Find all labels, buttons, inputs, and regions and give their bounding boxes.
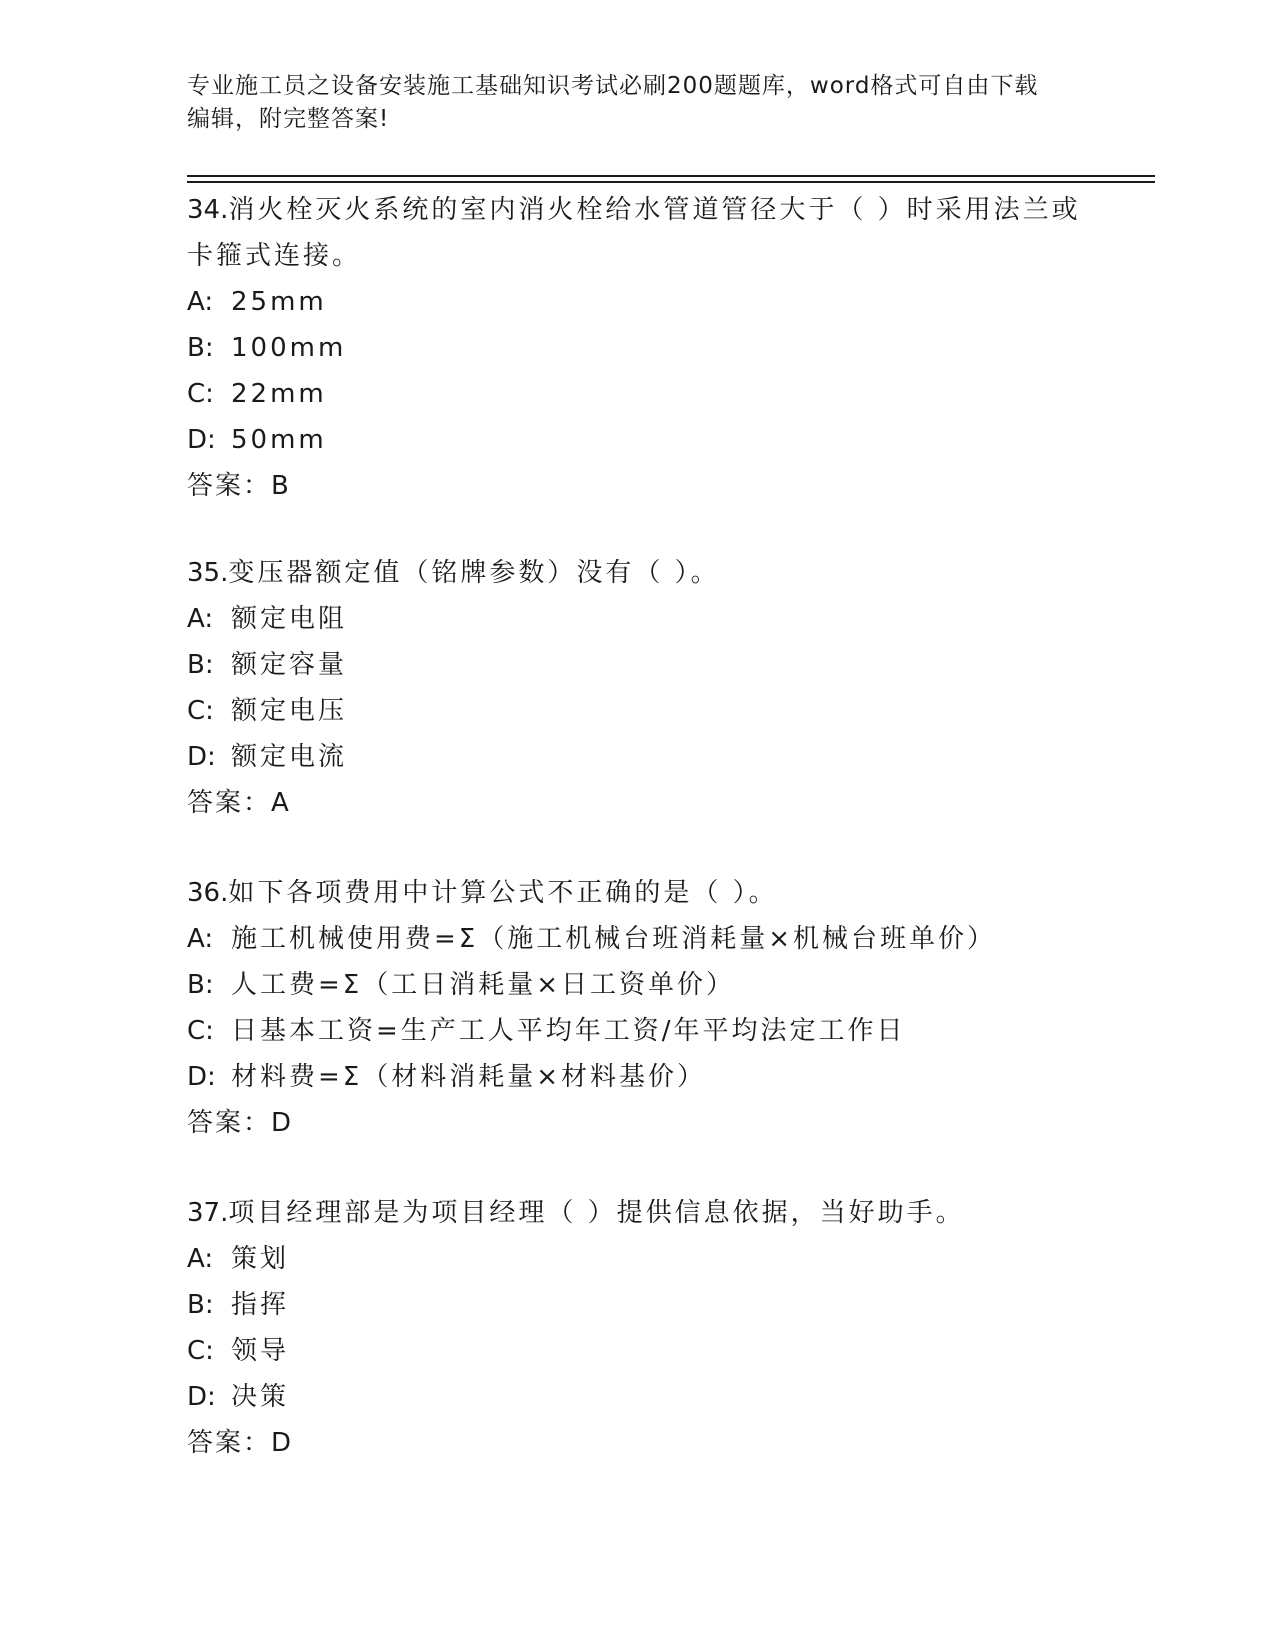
header-divider-top	[187, 175, 1155, 177]
option-b	[187, 962, 1087, 1008]
header-line-2: 编辑，附完整答案!	[187, 106, 390, 132]
option-text: 额定容量	[231, 650, 348, 680]
option-key: A:	[187, 924, 214, 954]
option-b	[187, 1282, 1087, 1328]
option-key: D:	[187, 1382, 216, 1412]
question-text: 变压器额定值（铭牌参数）没有（ ）。	[228, 558, 720, 588]
question-stem	[187, 550, 1087, 596]
option-a	[187, 596, 1087, 642]
option-key: B:	[187, 333, 214, 363]
option-key: B:	[187, 970, 214, 1000]
option-text: 材料费=Σ（材料消耗量×材料基价）	[231, 1062, 706, 1092]
option-d	[187, 1054, 1087, 1100]
option-c	[187, 371, 1087, 417]
option-text: 指挥	[231, 1290, 290, 1320]
option-c	[187, 688, 1087, 734]
option-text: 50mm	[231, 425, 327, 455]
answer-line: 答案：D	[187, 1428, 294, 1458]
option-text: 人工费=Σ（工日消耗量×日工资单价）	[231, 970, 735, 1000]
question-number: 36.	[187, 878, 229, 908]
question-35	[187, 550, 1087, 826]
option-text: 策划	[231, 1244, 290, 1274]
option-key: B:	[187, 1290, 214, 1320]
question-number: 35.	[187, 558, 229, 588]
option-a	[187, 1236, 1087, 1282]
option-d	[187, 734, 1087, 780]
option-text: 额定电压	[231, 696, 348, 726]
question-stem	[187, 870, 1087, 916]
option-key: C:	[187, 1016, 214, 1046]
option-key: C:	[187, 696, 214, 726]
question-number: 37.	[187, 1198, 229, 1228]
question-stem	[187, 1190, 1087, 1236]
option-d	[187, 417, 1087, 463]
question-36	[187, 870, 1087, 1146]
option-c	[187, 1008, 1087, 1054]
option-text: 额定电阻	[231, 604, 348, 634]
option-key: D:	[187, 1062, 216, 1092]
option-key: C:	[187, 379, 214, 409]
document-header	[187, 70, 1087, 136]
option-text: 施工机械使用费=Σ（施工机械台班消耗量×机械台班单价）	[231, 924, 996, 954]
option-text: 25mm	[231, 287, 327, 317]
option-key: A:	[187, 287, 214, 317]
question-text: 如下各项费用中计算公式不正确的是（ ）。	[228, 878, 778, 908]
option-key: C:	[187, 1336, 214, 1366]
question-34	[187, 187, 1087, 509]
answer-line: 答案：A	[187, 788, 291, 818]
option-b	[187, 642, 1087, 688]
header-line-1: 专业施工员之设备安装施工基础知识考试必刷200题题库，word格式可自由下载	[187, 73, 1039, 99]
option-key: B:	[187, 650, 214, 680]
answer-line: 答案：B	[187, 471, 291, 501]
option-text: 日基本工资=生产工人平均年工资/年平均法定工作日	[231, 1016, 906, 1046]
option-text: 决策	[231, 1382, 290, 1412]
option-key: D:	[187, 742, 216, 772]
answer-line: 答案：D	[187, 1108, 294, 1138]
option-key: D:	[187, 425, 216, 455]
option-text: 额定电流	[231, 742, 348, 772]
option-d	[187, 1374, 1087, 1420]
option-key: A:	[187, 1244, 214, 1274]
option-text: 100mm	[231, 333, 347, 363]
question-stem	[187, 187, 1087, 279]
option-b	[187, 325, 1087, 371]
question-text: 消火栓灭火系统的室内消火栓给水管道管径大于（ ）时采用法兰或卡箍式连接。	[187, 195, 1081, 271]
question-text: 项目经理部是为项目经理（ ）提供信息依据，当好助手。	[228, 1198, 965, 1228]
option-text: 22mm	[231, 379, 327, 409]
option-c	[187, 1328, 1087, 1374]
option-a	[187, 916, 1087, 962]
question-number: 34.	[187, 195, 229, 225]
option-key: A:	[187, 604, 214, 634]
option-a	[187, 279, 1087, 325]
question-37	[187, 1190, 1087, 1466]
header-divider-bottom	[187, 181, 1155, 183]
option-text: 领导	[231, 1336, 290, 1366]
